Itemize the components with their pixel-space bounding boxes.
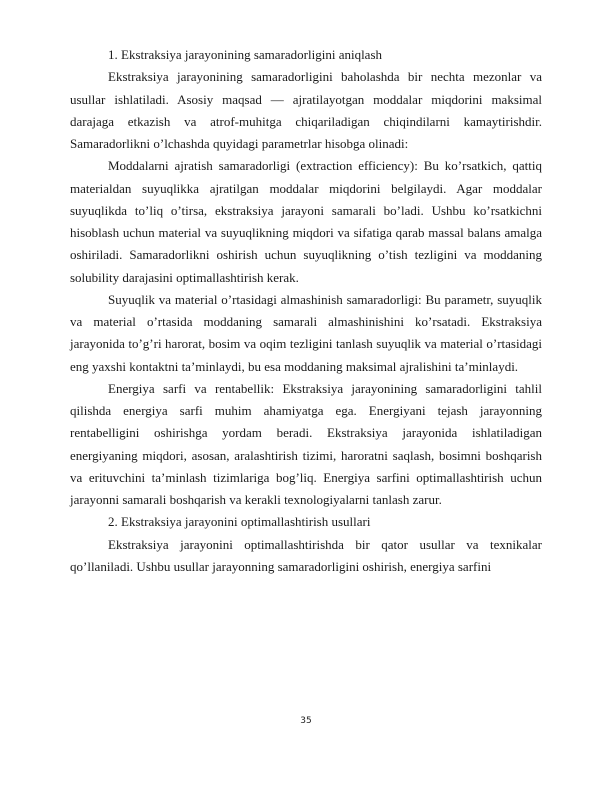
page-number: 35 <box>300 716 312 726</box>
section-heading-1: 1. Ekstraksiya jarayonining samaradorligini aniqlash <box>108 47 383 62</box>
paragraph-optimization-intro: Ekstraksiya jarayonini optimallashtirishda bir qator usullar va texnikalar qo’llaniladi. Ushbu usullar jarayonning samaradorligini oshirish, energiya sarfini <box>70 536 542 574</box>
body-text <box>70 44 542 578</box>
section-heading-2: 2. Ekstraksiya jarayonini optimallashtirish usullari <box>108 514 371 530</box>
paragraph-intro: Ekstraksiya jarayonining samaradorligini baholashda bir nechta mezonlar va usullar ishlatiladi. Asosiy maqsad — ajratilayotgan moddalar miqdorini maksimal darajaga etkazish va atrof-muhitga chiqariladigan chiqindilarni kamaytirishdir. Samaradorlikni o’lchashda quyidagi parametrlar hisobga olinadi: <box>70 69 542 151</box>
paragraph-energy-consumption: Energiya sarfi va rentabellik: Ekstraksiya jarayonining samaradorligini tahlil qilishda energiya sarfi muhim ahamiyatga ega. Energiyani tejash jarayonning rentabelligini oshirishga yordam beradi. Ekstraksiya jarayonida ishlatiladigan energiyaning miqdori, asosan, aralashtirish tizimi, haroratni saqlash, bosimni boshqarish va erituvchini ta’minlash tizimlariga bog’liq. Energiya sarfini optimallashtirish uchun jarayonni samarali boshqarish va kerakli texnologiyalarni tanlash zarur. <box>70 380 542 507</box>
paragraph-exchange-efficiency: Suyuqlik va material o’rtasidagi almashinish samaradorligi: Bu parametr, suyuqlik va material o’rtasida moddaning samarali almashinishini ko’rsatadi. Ekstraksiya jarayonida to’g’ri harorat, bosim va oqim tezligini tanlash suyuqlik va material o’rtasidagi eng yaxshi kontaktni ta’minlaydi, bu esa moddaning maksimal ajralishini ta’minlaydi. <box>70 291 542 374</box>
paragraph-extraction-efficiency: Moddalarni ajratish samaradorligi (extraction efficiency): Bu ko’rsatkich, qattiq materialdan suyuqlikka ajratilgan moddalar miqdorini belgilaydi. Agar moddalar suyuqlikda to’liq o’tirsa, ekstraksiya jarayoni samarali bo’ladi. Ushbu ko’rsatkichni hisoblash uchun material va suyuqlikning miqdori va sifatiga qarab massal balans amalga oshiriladi. Samaradorlikni oshirish uchun suyuqlikning o’tish tezligini va moddaning solubility darajasini optimallashtirish kerak. <box>70 158 542 285</box>
